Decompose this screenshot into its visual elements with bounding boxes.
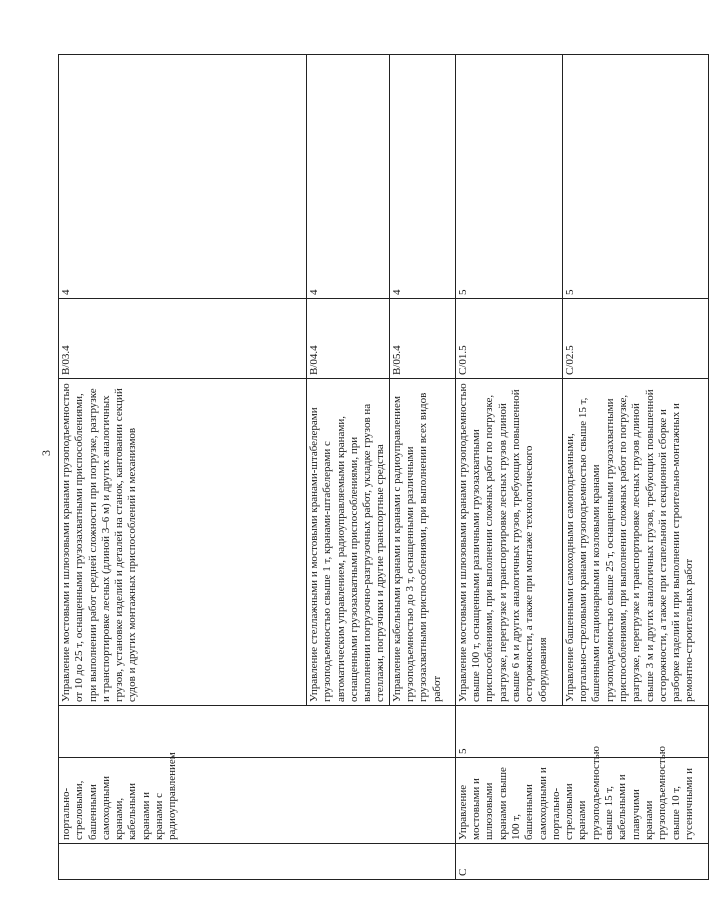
gtf-letter-cell (59, 844, 456, 880)
table-row (455, 55, 562, 880)
tf-name-cell: Управление башенными самоходными самоподъемными, портально-стреловыми кранами грузоподъемностью свыше 15 т, башенными стационарными и козловыми кранами грузоподъемностью свыше 25 т, оснащенными грузозахватными приспособлениями, при выполнении сложных работ по погрузке, разгрузке, перегрузке и транспортировке лесных грузов длиной свыше 3 м и других аналогичных грузов, требующих повышенной осторожности, а также при стапельной и секционной сборке и разборке изделий и при выполнении строительно-монтажных и ремонтно-строительных работ (562, 379, 708, 706)
gtf-name-cell: Управление мостовыми и шлюзовыми кранами свыше 100 т, башенными самоходными и портально-стреловыми кранами грузоподъемностью свыше 15 т, кабельными и плавучими кранами грузоподъемностью свыше 10 т, гусеничными и (455, 758, 708, 844)
functions-table (58, 54, 709, 880)
tf-sublevel-cell: 5 (562, 55, 708, 299)
tf-code-cell: C/01.5 (455, 299, 562, 379)
tf-name-cell: Управление мостовыми и шлюзовыми кранами грузоподъемностью от 10 до 25 т, оснащенными грузозахватными приспособлениями, при выполнении работ средней сложности при погрузке, разгрузке и транспортировке лесных (длиной 3–6 м) и других аналогичных грузов, установке изделий и деталей на станок, кантовании секций судов и других монтажных приспособлений и механизмов (59, 379, 307, 706)
gtf-name-cell: портально-стреловыми, башенными самоходными кранами, кабельными кранами и кранами с радиоуправлением (59, 758, 456, 844)
gtf-letter-cell: C (455, 844, 708, 880)
rotated-table-wrapper (58, 55, 696, 880)
table-row (59, 55, 307, 880)
tf-code-cell: B/03.4 (59, 299, 307, 379)
tf-sublevel-cell: 4 (307, 55, 390, 299)
tf-name-cell: Управление мостовыми и шлюзовыми кранами грузоподъемностью свыше 100 т, оснащенными различными грузозахватными приспособлениями, при выполнении сложных работ по погрузке, разгрузке, перегрузке и транспортировке лесных грузов длиной свыше 6 м и других аналогичных грузов, требующих повышенной осторожности, а также при монтаже технологического оборудования (455, 379, 562, 706)
gtf-level-cell: 5 (455, 706, 708, 758)
tf-name-cell: Управление стеллажными и мостовыми кранами-штабелерами грузоподъемностью свыше 1 т, кранами-штабелерами с автоматическим управлением, радиоуправляемыми кранами, оснащенными грузозахватными приспособлениями, при выполнении погрузочно-разгрузочных работ, укладке грузов на стеллажи, погрузчики и другие транспортные средства (307, 379, 390, 706)
tf-sublevel-cell: 5 (455, 55, 562, 299)
gtf-level-cell (59, 706, 456, 758)
tf-code-cell: B/05.4 (389, 299, 455, 379)
tf-sublevel-cell: 4 (389, 55, 455, 299)
tf-name-cell: Управление кабельными кранами и кранами с радиоуправлением грузоподъемностью до 3 т, оснащенными различными грузозахватными приспособлениями, при выполнении всех видов работ (389, 379, 455, 706)
tf-code-cell: C/02.5 (562, 299, 708, 379)
tf-code-cell: B/04.4 (307, 299, 390, 379)
page-number: 3 (39, 450, 53, 456)
tf-sublevel-cell: 4 (59, 55, 307, 299)
